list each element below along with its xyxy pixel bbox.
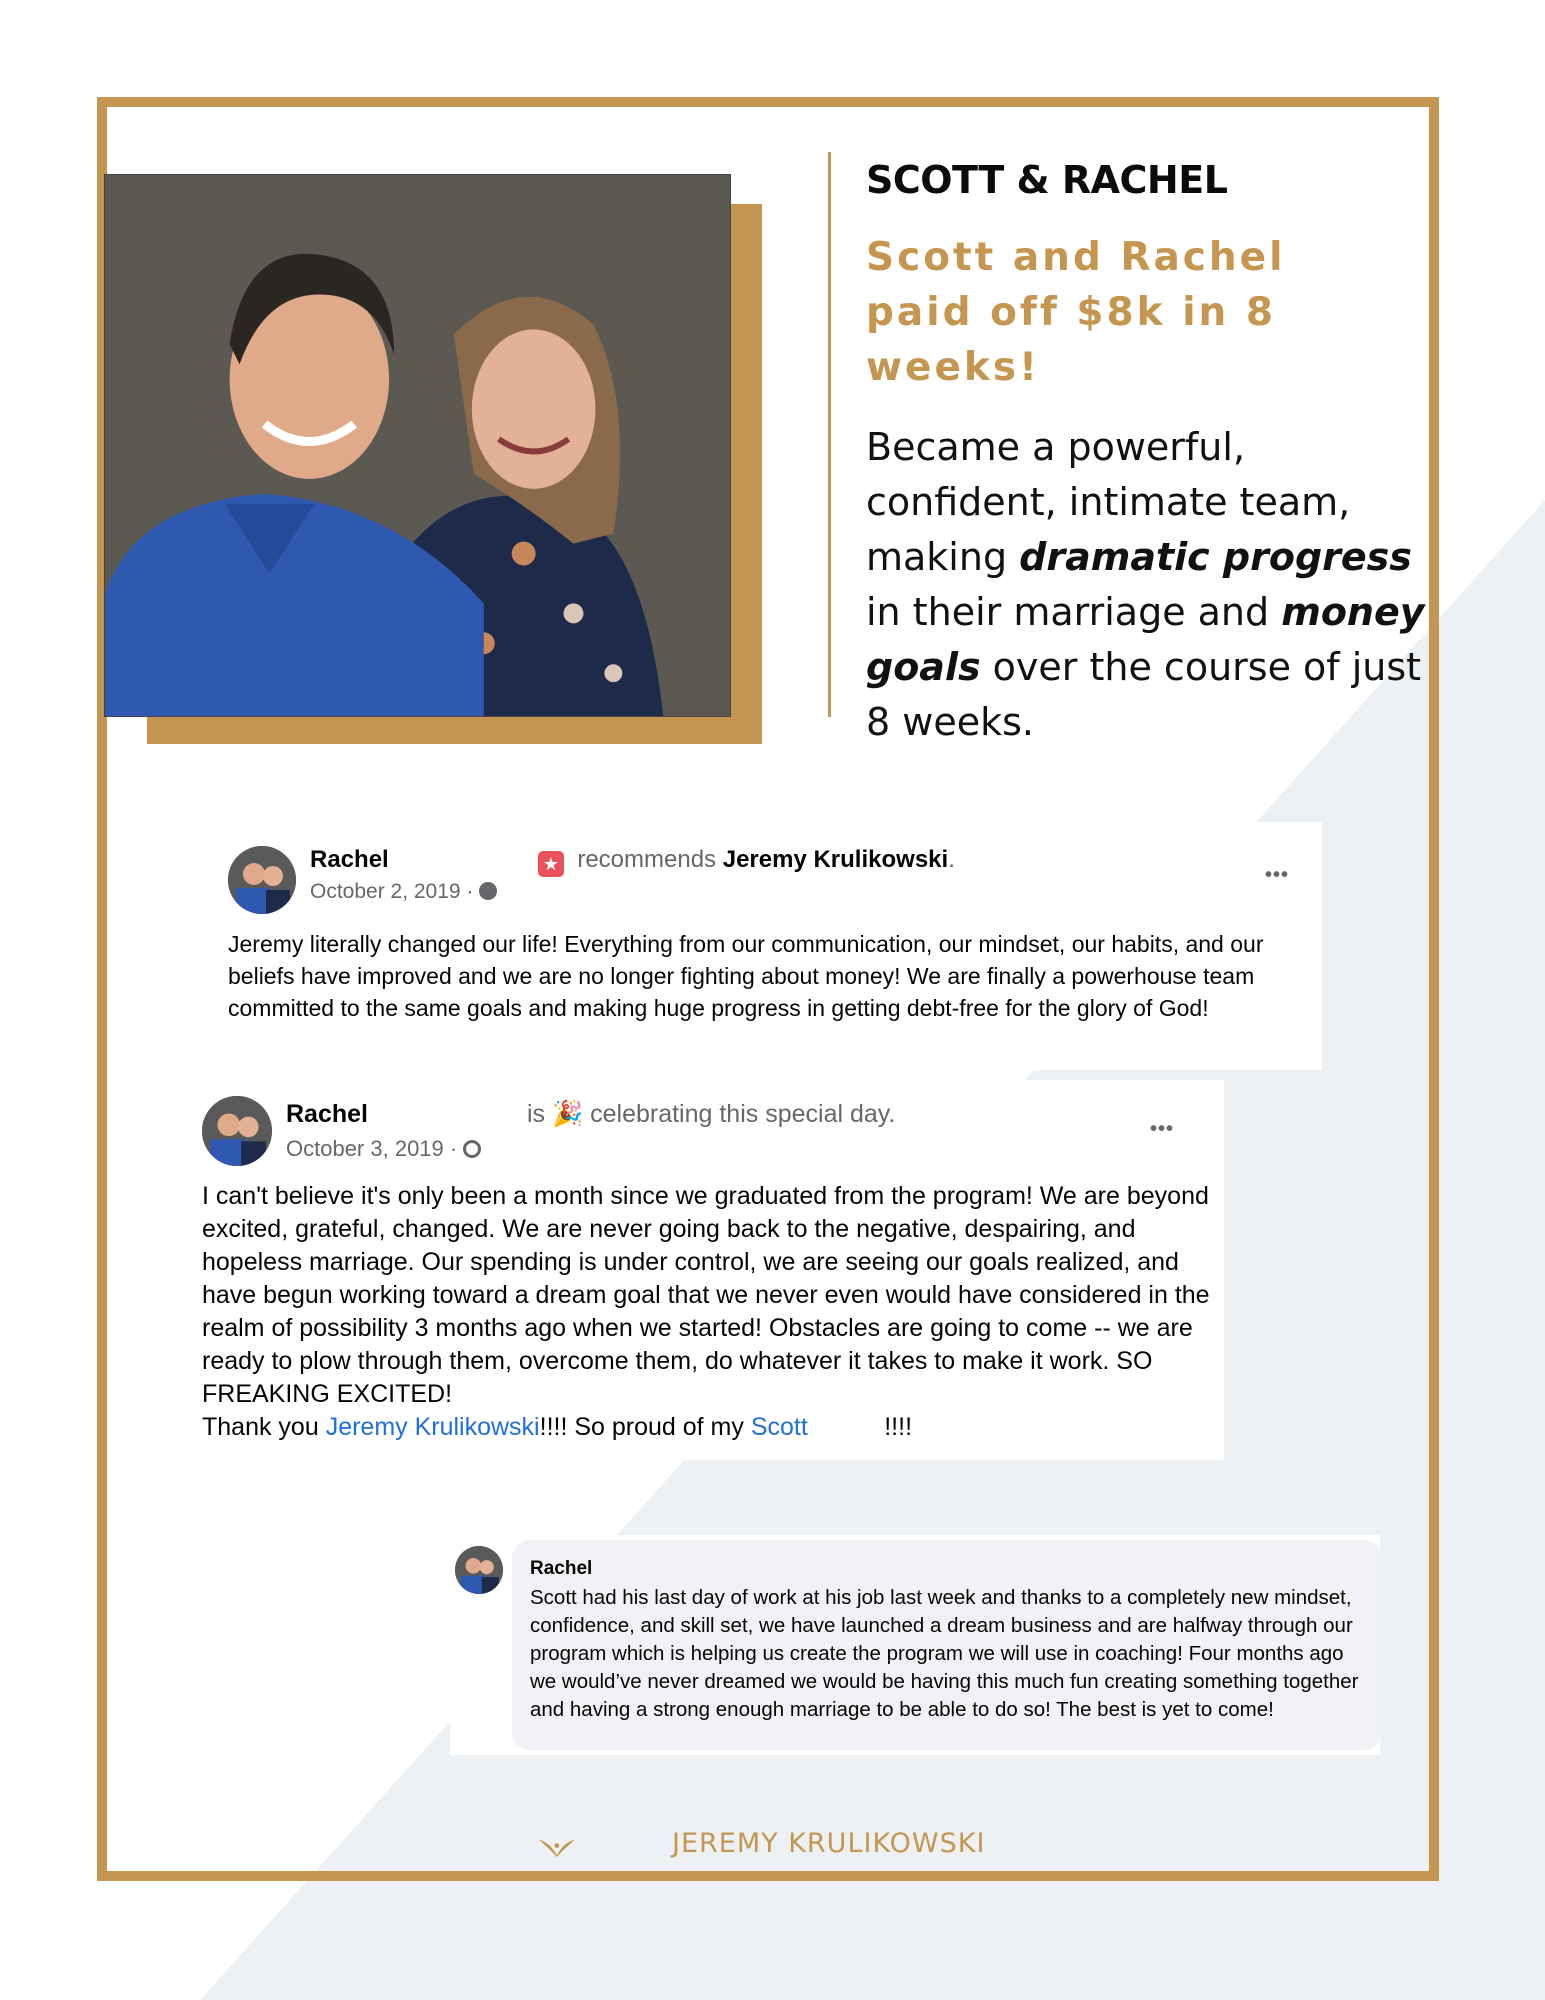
more-options-button[interactable]: ••• (1265, 864, 1290, 886)
recommendation-post (210, 822, 1322, 1070)
post-body: I can't believe it's only been a month since we graduated from the program! We are beyond excited, grateful, changed. We are never going back to the negative, despairing, and hopeless marriage. Our spending is under control, we are seeing our goals realized, and have begun working toward a dream goal that we never even would have considered in the realm of possibility 3 months ago when we started! Obstacles are going to come -- we are ready to plow through them, overcome them, do whatever it takes to make it work. SO FREAKING EXCITED! Thank you Jeremy Krulikowski!!!! So proud of my Scott !!!! (202, 1182, 1210, 1441)
mention-link-scott[interactable]: Scott (750, 1413, 808, 1441)
celebration-post (182, 1080, 1224, 1460)
couple-photo (104, 174, 731, 717)
post-date[interactable]: October 2, 2019 · (310, 880, 497, 904)
avatar[interactable] (228, 846, 296, 914)
comment-author[interactable]: Rachel (530, 1558, 593, 1579)
couple-names: SCOTT & RACHEL (866, 158, 1228, 202)
post-action: is 🎉 celebrating this special day. (527, 1100, 896, 1128)
comment-text: Scott had his last day of work at his job last week and thanks to a completely new mindset, confidence, and skill set, we have launched a dream business and are halfway through our program which is helping us create the program we will use in coaching! Four months ago we would’ve never dreamed we would be having this much fun creating something together and having a strong enough marriage to be able to do so! The best is yet to come! (530, 1586, 1359, 1721)
globe-icon (479, 882, 497, 900)
post-action: ★ recommends Jeremy Krulikowski. (538, 846, 955, 877)
brand-name: JEREMY KRULIKOWSKI (672, 1828, 986, 1859)
avatar[interactable] (202, 1096, 272, 1166)
post-author[interactable]: Rachel (310, 846, 389, 873)
post-author[interactable]: Rachel (286, 1100, 368, 1128)
description: Became a powerful, confident, intimate team, making dramatic progress in their marriage and money goals over the course of just 8 weeks. (866, 425, 1425, 744)
divider-line (828, 152, 831, 717)
post-date[interactable]: October 3, 2019 · (286, 1136, 481, 1162)
recommend-star-icon: ★ (538, 851, 564, 877)
eagle-logo-icon (536, 1812, 676, 1882)
friends-icon (463, 1140, 481, 1158)
headline: Scott and Rachel paid off $8k in 8 weeks! (866, 235, 1286, 390)
recommended-page-link[interactable]: Jeremy Krulikowski (722, 846, 949, 873)
post-body: Jeremy literally changed our life! Everything from our communication, our mindset, our habits, and our beliefs have improved and we are no longer fighting about money! We are finally a powerhouse team committed to the same goals and making huge progress in getting debt-free for the glory of God! (228, 931, 1264, 1021)
mention-link-jeremy[interactable]: Jeremy Krulikowski (325, 1413, 540, 1441)
party-popper-icon: 🎉 (552, 1100, 584, 1128)
comment-avatar[interactable] (455, 1546, 503, 1594)
emphasis-dramatic-progress: dramatic progress (1019, 535, 1412, 579)
emphasis-money-goals: money goals (866, 590, 1425, 689)
more-options-button[interactable]: ••• (1150, 1118, 1175, 1140)
